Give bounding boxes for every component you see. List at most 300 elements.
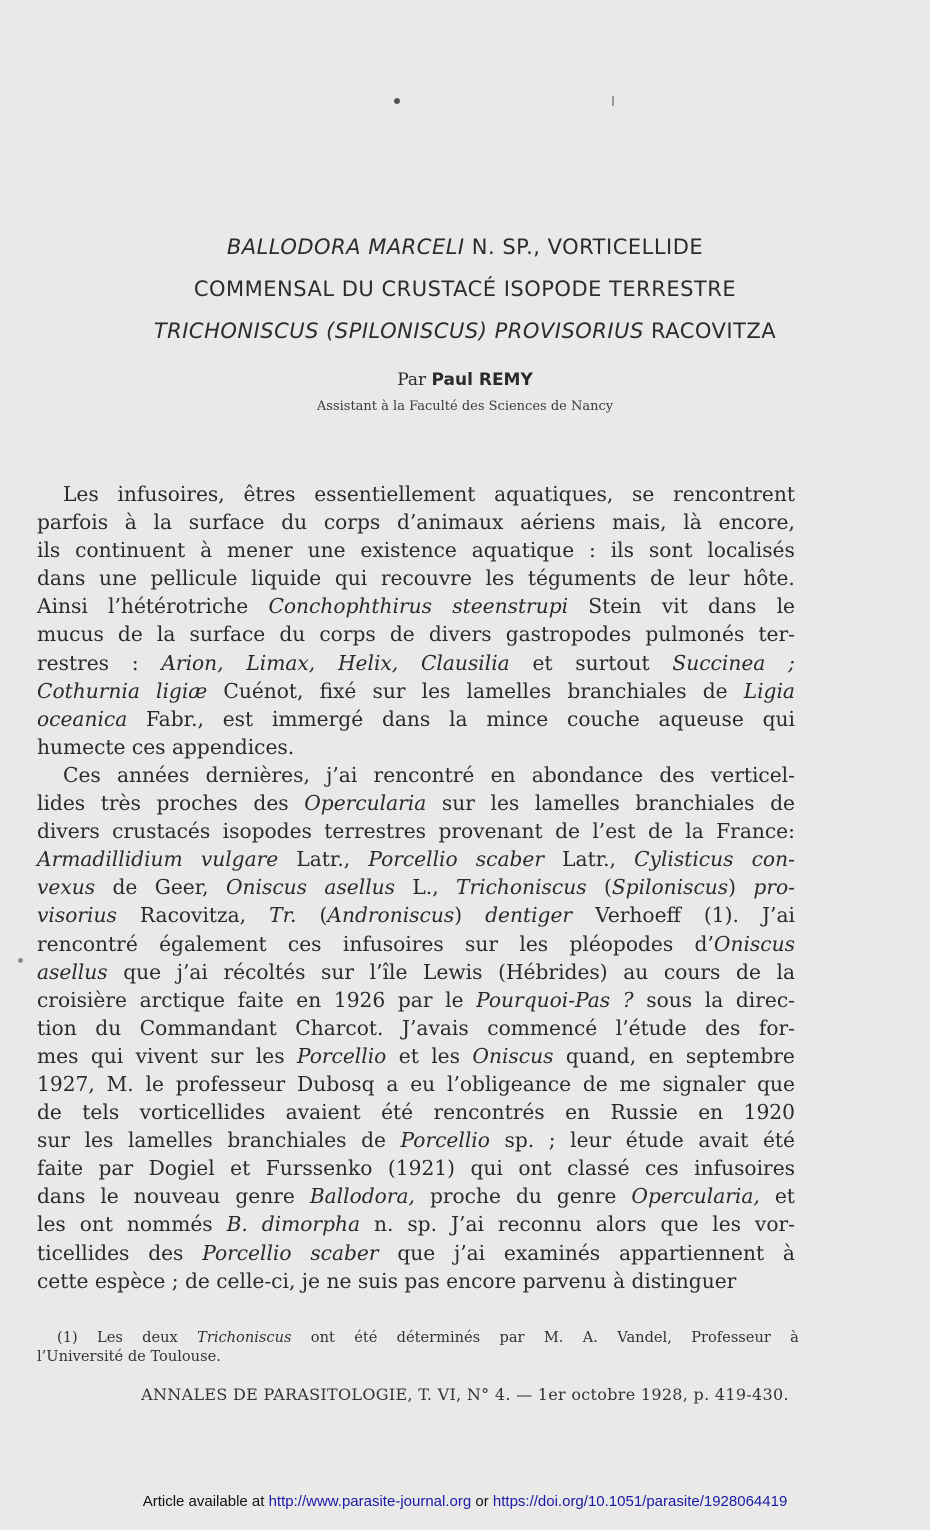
- word: Opercularia: [304, 791, 427, 816]
- word: n.: [373, 1212, 394, 1237]
- word: les: [431, 1043, 460, 1068]
- word: rencontré: [373, 762, 475, 787]
- text-line: [37, 1154, 795, 1182]
- word: Dubosq: [297, 1071, 375, 1096]
- journal-citation: ANNALES DE PARASITOLOGIE, T. VI, N° 4. — 1er octobre 1928, p. 419-430.: [141, 1385, 789, 1404]
- word: humecte: [37, 734, 126, 759]
- footnote-line: [37, 1328, 799, 1347]
- text-line: [37, 508, 795, 536]
- word: qui: [334, 566, 368, 591]
- word: J’avais: [401, 1015, 469, 1040]
- word: Commandant: [139, 1015, 277, 1040]
- word: commencé: [487, 1015, 598, 1040]
- word: tion: [37, 1015, 77, 1040]
- text-line: [37, 1014, 795, 1042]
- word: et: [774, 1184, 795, 1209]
- word: Arion,: [161, 650, 224, 675]
- word: A.: [582, 1329, 598, 1346]
- word: leur: [688, 566, 730, 591]
- word: continuent: [75, 538, 186, 563]
- word: immergé: [271, 706, 364, 731]
- word: Lewis: [423, 959, 483, 984]
- word: que: [123, 959, 162, 984]
- word: les: [255, 1043, 285, 1068]
- word: infusoires: [342, 931, 444, 956]
- word: sont: [648, 538, 693, 563]
- word: terrestres: [324, 819, 427, 844]
- word: que: [397, 1240, 436, 1265]
- word: con-: [751, 847, 795, 872]
- word: mucus: [37, 622, 104, 647]
- word: encore: [446, 1268, 517, 1293]
- word: lides: [37, 791, 86, 816]
- word: Opercularia,: [631, 1184, 760, 1209]
- text-line: [37, 620, 795, 648]
- word: fixé: [319, 678, 357, 703]
- word: ont: [310, 1329, 335, 1346]
- word: divers: [37, 819, 100, 844]
- word: du: [515, 1184, 542, 1209]
- word: faite: [37, 1156, 84, 1181]
- word: Porcellio: [202, 1240, 292, 1265]
- paragraph-2: [37, 761, 795, 1295]
- word: restres: [37, 650, 110, 675]
- word: l’hétérotriche: [108, 594, 249, 619]
- word: parfois: [37, 510, 109, 535]
- word: les: [490, 791, 520, 816]
- word: Latr.,: [562, 847, 616, 872]
- word: espèce: [94, 1268, 166, 1293]
- word: scaber: [310, 1240, 379, 1265]
- word: lamelles: [466, 678, 552, 703]
- word: Les: [63, 482, 99, 506]
- word: de: [702, 678, 728, 703]
- word: de: [648, 819, 673, 844]
- text-line: [37, 817, 795, 845]
- word: Cylisticus: [634, 847, 734, 872]
- word: genre: [556, 1184, 617, 1209]
- word: sur: [372, 678, 406, 703]
- word: surface: [189, 622, 266, 647]
- word: Russie: [610, 1100, 678, 1125]
- word: professeur: [175, 1071, 286, 1096]
- word: de: [736, 959, 761, 984]
- word: oceanica: [37, 706, 128, 731]
- word: dimorpha: [261, 1212, 361, 1237]
- word: Pourquoi-Pas: [476, 987, 611, 1012]
- word: été: [354, 1329, 378, 1346]
- word: provenant: [438, 819, 543, 844]
- word: l’île: [369, 959, 408, 984]
- word: de: [582, 1071, 608, 1096]
- word: divers: [428, 622, 492, 647]
- word: hôte.: [743, 566, 795, 591]
- word: aquatiques,: [494, 482, 614, 506]
- text-line: [37, 1239, 795, 1267]
- word: la: [704, 987, 724, 1012]
- word: sur: [37, 1128, 71, 1153]
- word: gastropodes: [505, 622, 632, 647]
- journal-link[interactable]: http://www.parasite-journal.org: [268, 1493, 472, 1510]
- word: de: [389, 622, 415, 647]
- author-affiliation: Assistant à la Faculté des Sciences de Nancy: [316, 399, 614, 414]
- word: M.: [543, 1329, 564, 1346]
- word: ter-: [758, 622, 795, 647]
- author-name: Paul REMY: [431, 370, 533, 390]
- word: nommés: [126, 1212, 213, 1237]
- word: ces: [287, 931, 322, 956]
- word: pas: [404, 1268, 440, 1293]
- article-availability-banner: Article available at http://www.parasite-journal.org or https://doi.org/10.1051/parasite/1928064419: [142, 1493, 788, 1510]
- word: récoltés: [223, 959, 306, 984]
- word: rencontrés: [433, 1100, 545, 1125]
- word: L.,: [412, 875, 439, 900]
- footnote: [37, 1328, 799, 1366]
- word: nouveau: [133, 1184, 221, 1209]
- word: avaient: [285, 1100, 361, 1125]
- word: j’ai: [453, 1240, 486, 1265]
- word: les: [712, 1212, 741, 1237]
- word: de: [37, 1100, 62, 1125]
- text-line: [37, 1070, 795, 1098]
- word: également: [159, 931, 267, 956]
- word: Porcellio: [400, 1128, 490, 1153]
- text-line: [37, 1098, 795, 1126]
- text-line: [37, 1182, 795, 1210]
- word: (1).: [703, 903, 739, 928]
- word: isopodes: [222, 819, 312, 844]
- word: croisière: [37, 987, 127, 1012]
- word: aquatique: [471, 538, 575, 563]
- word: for-: [758, 1015, 795, 1040]
- word: la: [153, 510, 173, 535]
- word: ticellides: [37, 1240, 130, 1265]
- word: pulmonés: [645, 622, 745, 647]
- word: Trichoniscus: [456, 875, 587, 900]
- word: deux: [142, 1329, 178, 1346]
- word: vor-: [754, 1212, 795, 1237]
- scan-speck: [394, 98, 400, 104]
- word: le: [100, 1184, 119, 1209]
- word: sur: [441, 791, 475, 816]
- word: ?: [622, 987, 634, 1012]
- word: qui: [762, 706, 795, 731]
- word: je: [301, 1268, 321, 1293]
- text-line: [37, 677, 795, 705]
- word: (Androniscus): [319, 903, 463, 928]
- word: à: [790, 1329, 799, 1346]
- word: proches: [156, 791, 238, 816]
- word: ils: [37, 538, 61, 563]
- word: suis: [357, 1268, 398, 1293]
- word: de: [770, 791, 795, 816]
- word: Les: [97, 1329, 123, 1346]
- word: B.: [226, 1212, 248, 1237]
- word: vexus: [37, 875, 96, 900]
- word: M.: [106, 1071, 134, 1096]
- word: les: [485, 566, 515, 591]
- word: vivent: [135, 1043, 198, 1068]
- article-body: [37, 480, 795, 1295]
- word: vorticellides: [139, 1100, 266, 1125]
- word: reconnu: [497, 1212, 582, 1237]
- word: Clausilia: [420, 650, 510, 675]
- text-line: [37, 649, 795, 677]
- word: là: [683, 510, 702, 535]
- word: la: [156, 622, 176, 647]
- scan-mark: [612, 96, 614, 106]
- word: septembre: [685, 1043, 795, 1068]
- word: (1921): [387, 1156, 456, 1181]
- word: Latr.,: [296, 847, 351, 872]
- word: aqueuse: [658, 706, 744, 731]
- word: alors: [595, 1212, 647, 1237]
- word: sp.: [504, 1128, 535, 1153]
- word: branchiales: [635, 791, 755, 816]
- word: sous: [646, 987, 693, 1012]
- word: d’animaux: [396, 510, 504, 535]
- word: pellicule: [150, 566, 238, 591]
- word: êtres: [243, 482, 296, 506]
- word: corps: [323, 510, 381, 535]
- word: en: [490, 762, 516, 787]
- word: très: [100, 791, 141, 816]
- word: le: [776, 594, 795, 619]
- word: mener: [227, 538, 293, 563]
- text-line: [37, 901, 795, 929]
- word: mais,: [612, 510, 667, 535]
- word: genre: [235, 1184, 295, 1209]
- word: celle-ci,: [216, 1268, 296, 1293]
- word: les: [519, 931, 549, 956]
- word: avait: [698, 1128, 749, 1153]
- word: l’est: [592, 819, 636, 844]
- word: Porcellio: [368, 847, 458, 872]
- text-line: [37, 958, 795, 986]
- word: proche: [429, 1184, 501, 1209]
- word: (Spiloniscus): [603, 875, 737, 900]
- word: une: [98, 566, 137, 591]
- text-line: [37, 536, 795, 564]
- word: des: [148, 1240, 184, 1265]
- word: du: [95, 1015, 122, 1040]
- scan-speck: [18, 958, 23, 963]
- word: classé: [567, 1156, 630, 1181]
- word: déterminés: [396, 1329, 481, 1346]
- word: ces: [645, 1156, 679, 1181]
- word: crustacés: [112, 819, 211, 844]
- word: examinés: [503, 1240, 601, 1265]
- word: Dogiel: [148, 1156, 215, 1181]
- word: ont: [518, 1156, 552, 1181]
- word: le: [445, 987, 464, 1012]
- word: été: [381, 1100, 414, 1125]
- word: du: [281, 510, 308, 535]
- word: Racovitza,: [139, 903, 247, 928]
- word: vit: [661, 594, 688, 619]
- word: surface: [188, 510, 265, 535]
- word: la: [685, 819, 704, 844]
- word: pro-: [753, 875, 795, 900]
- word: Oniscus: [225, 875, 308, 900]
- word: en: [648, 1043, 674, 1068]
- word: liquide: [251, 566, 322, 591]
- word: par: [98, 1156, 134, 1181]
- word: verticel-: [710, 762, 795, 787]
- word: appendices.: [171, 734, 295, 759]
- word: Conchophthirus: [268, 594, 433, 619]
- word: dans: [37, 1184, 86, 1209]
- word: infusoires: [694, 1156, 795, 1181]
- word: 1920: [743, 1100, 795, 1125]
- word: steenstrupi: [452, 594, 569, 619]
- word: Fabr.,: [146, 706, 204, 731]
- word: Vandel,: [617, 1329, 672, 1346]
- word: faite: [237, 987, 284, 1012]
- word: arctique: [139, 987, 225, 1012]
- word: Verhoeff: [595, 903, 681, 928]
- word: de: [650, 566, 675, 591]
- word: surtout: [575, 650, 650, 675]
- word: dernières,: [205, 762, 310, 787]
- word: mince: [486, 706, 549, 731]
- word: Ligia: [743, 678, 795, 703]
- word: ;: [548, 1128, 556, 1153]
- word: a: [386, 1071, 399, 1096]
- word: la: [449, 706, 468, 731]
- word: que: [757, 1071, 795, 1096]
- word: 1926: [333, 987, 386, 1012]
- word: 1927,: [37, 1071, 95, 1096]
- word: ces: [131, 734, 166, 759]
- word: cette: [37, 1268, 89, 1293]
- word: à: [613, 1268, 626, 1293]
- word: scaber: [475, 847, 545, 872]
- text-line: [37, 930, 795, 958]
- word: à: [782, 1240, 795, 1265]
- word: ils: [610, 538, 634, 563]
- text-line: [37, 1126, 795, 1154]
- word: branchiales: [567, 678, 687, 703]
- word: en: [565, 1100, 591, 1125]
- article-title: [40, 226, 890, 352]
- word: distinguer: [631, 1268, 737, 1293]
- word: été: [762, 1128, 795, 1153]
- word: les: [37, 1212, 66, 1237]
- word: France:: [716, 819, 795, 844]
- word: une: [307, 538, 346, 563]
- word: dans: [37, 566, 86, 591]
- word: d’Oniscus: [694, 931, 795, 956]
- doi-link[interactable]: https://doi.org/10.1051/parasite/1928064419: [492, 1493, 788, 1510]
- word: Ainsi: [37, 594, 88, 619]
- word: Charcot.: [295, 1015, 384, 1040]
- word: par: [397, 987, 433, 1012]
- word: en: [698, 1100, 724, 1125]
- text-line: [37, 986, 795, 1014]
- word: Oniscus: [472, 1043, 554, 1068]
- paragraph-1: [37, 480, 795, 761]
- word: parvenu: [522, 1268, 607, 1293]
- word: Cuénot,: [223, 678, 304, 703]
- word: Professeur: [691, 1329, 771, 1346]
- word: leur: [570, 1128, 612, 1153]
- text-line: [37, 705, 795, 733]
- word: que: [660, 1212, 699, 1237]
- word: encore,: [718, 510, 795, 535]
- text-line: [37, 480, 795, 508]
- text-line: [37, 873, 795, 901]
- word: (1): [57, 1329, 78, 1346]
- word: les: [421, 678, 451, 703]
- word: par: [499, 1329, 525, 1346]
- word: l’obligeance: [447, 1071, 572, 1096]
- word: à: [200, 538, 213, 563]
- word: Succinea: [672, 650, 766, 675]
- word: :: [589, 538, 596, 563]
- word: visorius: [37, 903, 117, 928]
- word: lamelles: [534, 791, 620, 816]
- word: ;: [788, 650, 795, 675]
- text-line: [37, 1210, 795, 1238]
- title-line-1: BALLODORA MARCELI N. SP., VORTICELLIDE: [226, 235, 704, 259]
- word: recouvre: [380, 566, 472, 591]
- text-line: [37, 592, 795, 620]
- word: localisés: [707, 538, 795, 563]
- text-line: [37, 1267, 795, 1295]
- word: ligiæ: [155, 678, 208, 703]
- word: :: [131, 650, 139, 675]
- word: lamelles: [127, 1128, 213, 1153]
- word: Armadillidium: [37, 847, 183, 872]
- word: dans: [381, 706, 431, 731]
- word: couche: [567, 706, 640, 731]
- word: J’ai: [450, 1212, 484, 1237]
- word: sp.: [407, 1212, 438, 1237]
- word: Trichoniscus: [197, 1329, 292, 1346]
- word: qui: [90, 1043, 124, 1068]
- text-line: [37, 733, 795, 761]
- word: J’ai: [761, 903, 795, 928]
- text-line: [37, 761, 795, 789]
- word: branchiales: [227, 1128, 347, 1153]
- title-line-3: TRICHONISCUS (SPILONISCUS) PROVISORIUS RACOVITZA: [153, 319, 777, 343]
- word: ;: [171, 1268, 179, 1293]
- word: ont: [79, 1212, 113, 1237]
- word: au: [623, 959, 649, 984]
- word: sur: [465, 931, 499, 956]
- word: j’ai: [326, 762, 358, 787]
- word: du: [279, 622, 306, 647]
- word: qui: [470, 1156, 503, 1181]
- word: asellus: [37, 959, 108, 984]
- word: dans: [708, 594, 757, 619]
- word: eu: [410, 1071, 436, 1096]
- word: me: [619, 1071, 651, 1096]
- word: Helix,: [337, 650, 399, 675]
- title-line-2: COMMENSAL DU CRUSTACÉ ISOPODE TERRESTRE: [193, 277, 737, 301]
- word: appartiennent: [618, 1240, 765, 1265]
- word: téguments: [527, 566, 637, 591]
- word: corps: [319, 622, 376, 647]
- word: aériens: [520, 510, 596, 535]
- word: dentiger: [485, 903, 573, 928]
- word: abondance: [531, 762, 644, 787]
- word: vulgare: [200, 847, 279, 872]
- word: sur: [210, 1043, 244, 1068]
- author-byline: Par Paul REMY: [397, 370, 533, 390]
- word: à: [124, 510, 137, 535]
